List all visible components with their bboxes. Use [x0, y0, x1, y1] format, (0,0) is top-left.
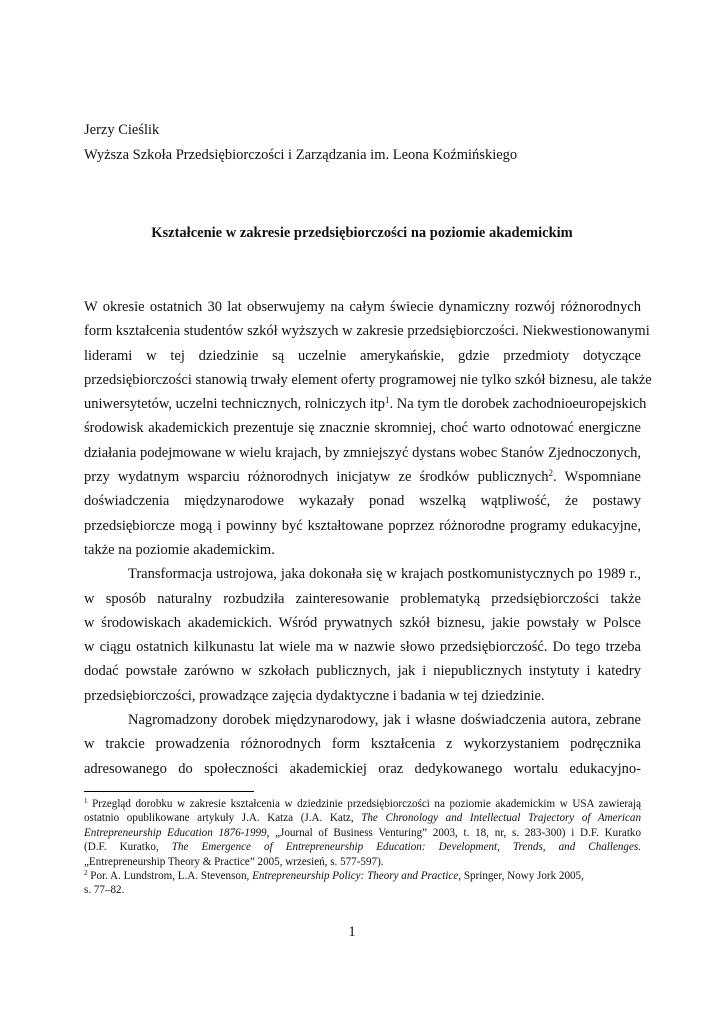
footnote-mark-1: 1	[84, 797, 88, 805]
text-segment: Entrepreneurship Education 1876-1999,	[84, 826, 270, 839]
text-segment: (D.F. Kuratko,	[84, 841, 172, 854]
footnote-separator	[84, 791, 254, 792]
text-line: adresowanego do społeczności akademickiej oraz dedykowanego wortalu edukacyjno-	[84, 760, 641, 777]
text-segment: „Journal of Business Venturing” 2003, t. 18, nr, s. 283-300) i D.F. Kuratko	[269, 826, 641, 839]
text-line: w trakcie prowadzenia różnorodnych form kształcenia z wykorzystaniem podręcznika	[84, 736, 641, 753]
footnote-ref-2: 2	[548, 468, 553, 479]
text-segment: ostatnio opublikowane artykuły J.A. Katza (J.A. Katz,	[84, 812, 362, 825]
text-segment: Por. A. Lundstrom, L.A. Stevenson,	[87, 869, 253, 882]
text-segment: . Wspomniane	[552, 469, 641, 486]
text-line: działania podejmowane w wielu krajach, by zmniejszyć dystans wobec Stanów Zjednoczonych,	[84, 444, 641, 461]
text-segment: Przegląd dorobku w zakresie kształcenia w dziedzinie przedsiębiorczości na poziomie akademickim w USA zawierają	[87, 798, 641, 810]
footnotes	[84, 797, 641, 898]
text-segment: The Emergence of Entrepreneurship Education: Development, Trends, and Challenges.	[171, 841, 641, 854]
text-line: w sposób naturalny rozbudziła zainteresowanie problematyką przedsiębiorczości także	[84, 590, 641, 607]
page-number: 1	[348, 924, 356, 940]
text-line: środowisk akademickich prezentuje się znacznie skromniej, choć warto odnotować energiczne	[84, 420, 641, 437]
text-line	[84, 465, 641, 489]
footnote-line: s. 77–82.	[84, 884, 125, 897]
footnote-line	[84, 840, 641, 854]
text-line: przedsiębiorcze mogą i powinny być kształtowane poprzez różnorodne programy edukacyjne,	[84, 517, 641, 534]
text-line: doświadczenia międzynarodowe wykazały ponad wszelką wątpliwość, że postawy	[84, 493, 641, 510]
footnote-ref-1: 1	[385, 395, 390, 406]
footnote-mark-2: 2	[84, 868, 88, 877]
text-line: w środowiskach akademickich. Wśród prywatnych szkół biznesu, jakie powstały w Polsce	[84, 614, 641, 631]
text-segment: The Chronology and Intellectual Trajectory of American	[361, 812, 641, 825]
text-line: także na poziomie akademickim.	[84, 541, 275, 558]
text-segment: Springer, Nowy Jork 2005,	[461, 869, 584, 882]
text-segment: uniwersytetów, uczelni technicznych, rolniczych itp	[84, 396, 386, 413]
footnote-line	[84, 811, 641, 825]
text-segment: przy wydatnym wsparciu różnorodnych inicjatyw ze środków publicznych	[84, 469, 549, 486]
text-line: form kształcenia studentów szkół wyższych w zakresie przedsiębiorczości. Niekwestionowanymi	[84, 323, 650, 340]
text-line: Nagromadzony dorobek międzynarodowy, jak i własne doświadczenia autora, zebrane	[128, 712, 641, 729]
body-text	[84, 295, 652, 781]
footnote-line	[84, 826, 641, 840]
text-line: w ciągu ostatnich kilkunastu lat wiele ma w nazwie słowo przedsiębiorczość. Do tego trzeba	[84, 639, 641, 656]
text-segment: Entrepreneurship Policy: Theory and Practice,	[252, 869, 462, 882]
author-institution: Wyższa Szkoła Przedsiębiorczości i Zarządzania im. Leona Koźmińskiego	[84, 147, 518, 163]
text-line: W okresie ostatnich 30 lat obserwujemy na całym świecie dynamiczny rozwój różnorodnych	[84, 299, 641, 315]
text-line: liderami w tej dziedzinie są uczelnie amerykańskie, gdzie przedmioty dotyczące	[84, 347, 641, 364]
author-name: Jerzy Cieślik	[84, 122, 160, 138]
text-line: przedsiębiorczości stanowią trwały element oferty programowej nie tylko szkół biznesu, ale także	[84, 371, 652, 388]
text-line: Transformacja ustrojowa, jaka dokonała się w krajach postkomunistycznych po 1989 r.,	[128, 566, 641, 583]
text-line: przedsiębiorczości, prowadzące zajęcia dydaktyczne i badania w tej dziedzinie.	[84, 687, 545, 704]
text-segment: . Na tym tle dorobek zachodnioeuropejskich	[389, 396, 647, 413]
footnote-line: „Entrepreneurship Theory & Practice” 2005, wrzesień, s. 577-597).	[84, 855, 384, 868]
footnote-line	[84, 797, 641, 811]
footnote-line	[84, 869, 641, 883]
document-title: Kształcenie w zakresie przedsiębiorczości na poziomie akademickim	[151, 225, 573, 241]
text-line	[84, 392, 647, 416]
text-line: dodać powstałe zarówno w szkołach publicznych, jak i niepublicznych instytuty i katedry	[84, 663, 641, 680]
